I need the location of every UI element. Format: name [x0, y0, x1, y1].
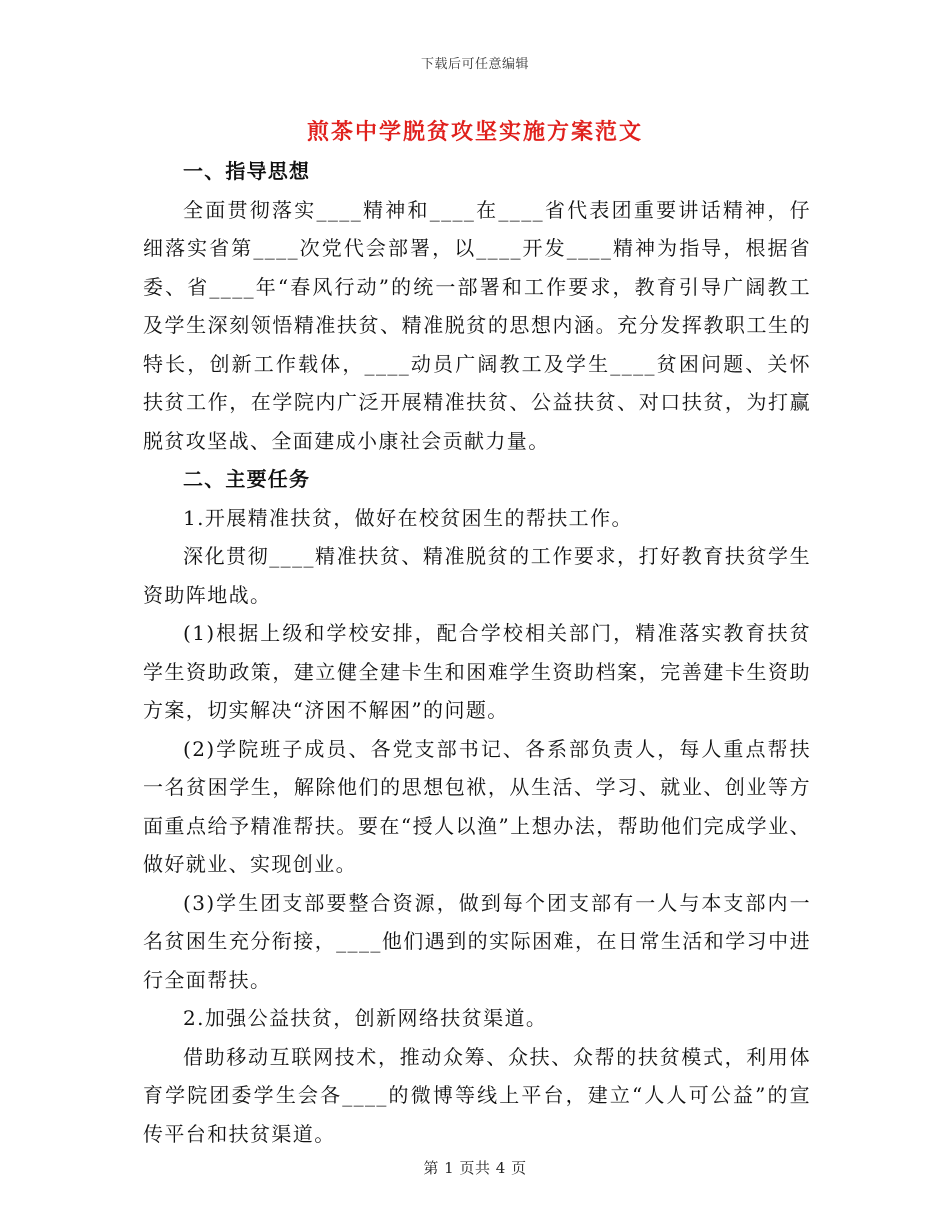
task-1-item-1: (1)根据上级和学校安排，配合学校相关部门，精准落实教育扶贫学生资助政策，建立健全建卡生和困难学生资助档案，完善建卡生资助方案，切实解决“济困不解困”的问题。	[143, 621, 811, 722]
task-1-item-3: (3)学生团支部要整合资源，做到每个团支部有一人与本支部内一名贫困生充分衔接，____他们遇到的实际困难，在日常生活和学习中进行全面帮扶。	[143, 890, 811, 992]
document-title: 煎茶中学脱贫攻坚实施方案范文	[306, 119, 643, 145]
task-1-item-2: (2)学院班子成员、各党支部书记、各系部负责人，每人重点帮扶一名贫困学生，解除他们的思想包袱，从生活、学习、就业、创业等方面重点给予精准帮扶。要在“授人以渔”上想办法，帮助他们完成学业、做好就业、实现创业。	[143, 736, 811, 876]
task-1-paragraph: 深化贯彻____精准扶贫、精准脱贫的工作要求，打好教育扶贫学生资助阵地战。	[143, 544, 811, 607]
page-number-footer: 第 1 页共 4 页	[423, 1159, 527, 1177]
header-note: 下载后可任意编辑	[420, 57, 529, 72]
task-1-heading: 1.开展精准扶贫，做好在校贫困生的帮扶工作。	[183, 505, 633, 530]
task-2-heading: 2.加强公益扶贫，创新网络扶贫渠道。	[183, 1006, 548, 1030]
section-heading-guiding-ideology: 一、指导思想	[183, 159, 311, 183]
task-2-paragraph: 借助移动互联网技术，推动众筹、众扶、众帮的扶贫模式，利用体育学院团委学生会各____的微博等线上平台，建立“人人可公益”的宣传平台和扶贫渠道。	[143, 1044, 811, 1146]
document-body	[143, 152, 811, 1153]
section-heading-main-tasks: 二、主要任务	[183, 467, 311, 491]
paragraph-guiding-ideology: 全面贯彻落实____精神和____在____省代表团重要讲话精神，仔细落实省第____次党代会部署，以____开发____精神为指导，根据省委、省____年“春风行动”的统一部署和工作要求，教育引导广阔教工及学生深刻领悟精准扶贫、精准脱贫的思想内涵。充分发挥教职工生的特长，创新工作载体，____动员广阔教工及学生____贫困问题、关怀扶贫工作，在学院内广泛开展精准扶贫、公益扶贫、对口扶贫，为打赢脱贫攻坚战、全面建成小康社会贡献力量。	[143, 197, 811, 453]
